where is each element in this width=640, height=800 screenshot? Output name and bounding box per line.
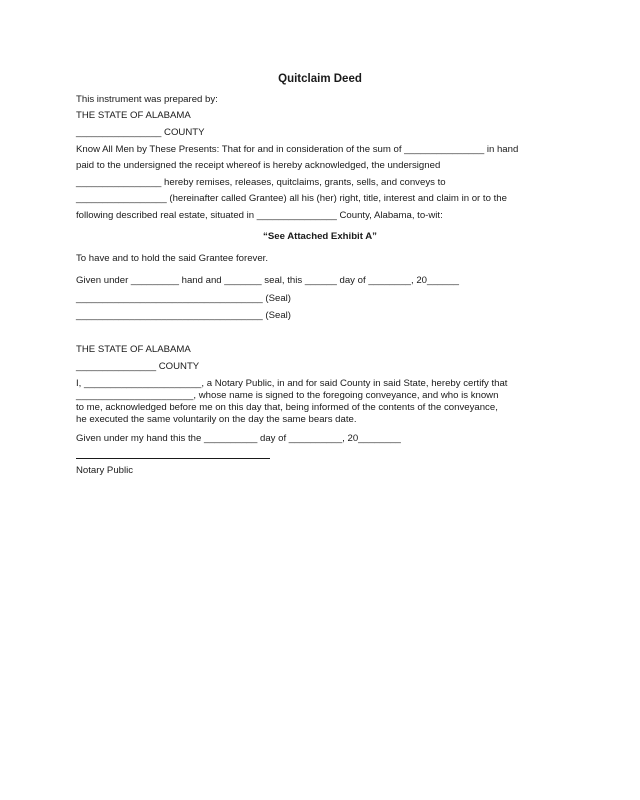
notary-signature-line: [76, 458, 270, 459]
recital-line-3: ________________ hereby remises, releases, quitclaims, grants, sells, and conveys to: [76, 177, 446, 188]
document-title: Quitclaim Deed: [278, 73, 362, 85]
state-heading-1: THE STATE OF ALABAMA: [76, 110, 191, 121]
state-heading-2: THE STATE OF ALABAMA: [76, 344, 191, 355]
county-heading-2: _______________ COUNTY: [76, 361, 200, 372]
notary-public-label: Notary Public: [76, 465, 134, 476]
given-under-line-2: Given under my hand this the __________ day of __________, 20________: [76, 433, 401, 444]
notary-line-2: ______________________, whose name is signed to the foregoing conveyance, and who is known: [76, 390, 499, 401]
prepared-by-text: This instrument was prepared by:: [76, 94, 218, 105]
seal-signature-line-1: ___________________________________ (Seal): [76, 293, 292, 304]
recital-line-4: _________________ (hereinafter called Grantee) all his (her) right, title, interest and claim in or to the: [76, 193, 507, 204]
exhibit-reference: “See Attached Exhibit A”: [263, 231, 377, 242]
recital-line-2: paid to the undersigned the receipt whereof is hereby acknowledged, the undersigned: [76, 160, 441, 171]
habendum-clause: To have and to hold the said Grantee forever.: [76, 253, 269, 264]
recital-line-1: Know All Men by These Presents: That for and in consideration of the sum of _______________ in hand: [76, 144, 519, 155]
seal-signature-line-2: ___________________________________ (Seal): [76, 310, 292, 321]
given-under-line-1: Given under _________ hand and _______ seal, this ______ day of ________, 20______: [76, 275, 460, 286]
notary-line-4: he executed the same voluntarily on the day the same bears date.: [76, 414, 357, 425]
recital-line-5: following described real estate, situated in _______________ County, Alabama, to-wit:: [76, 210, 443, 221]
notary-line-1: I, ______________________, a Notary Public, in and for said County in said State, hereby certify that: [76, 378, 508, 389]
county-heading-1: ________________ COUNTY: [76, 127, 205, 138]
notary-line-3: to me, acknowledged before me on this day that, being informed of the contents of the conveyance,: [76, 402, 498, 413]
